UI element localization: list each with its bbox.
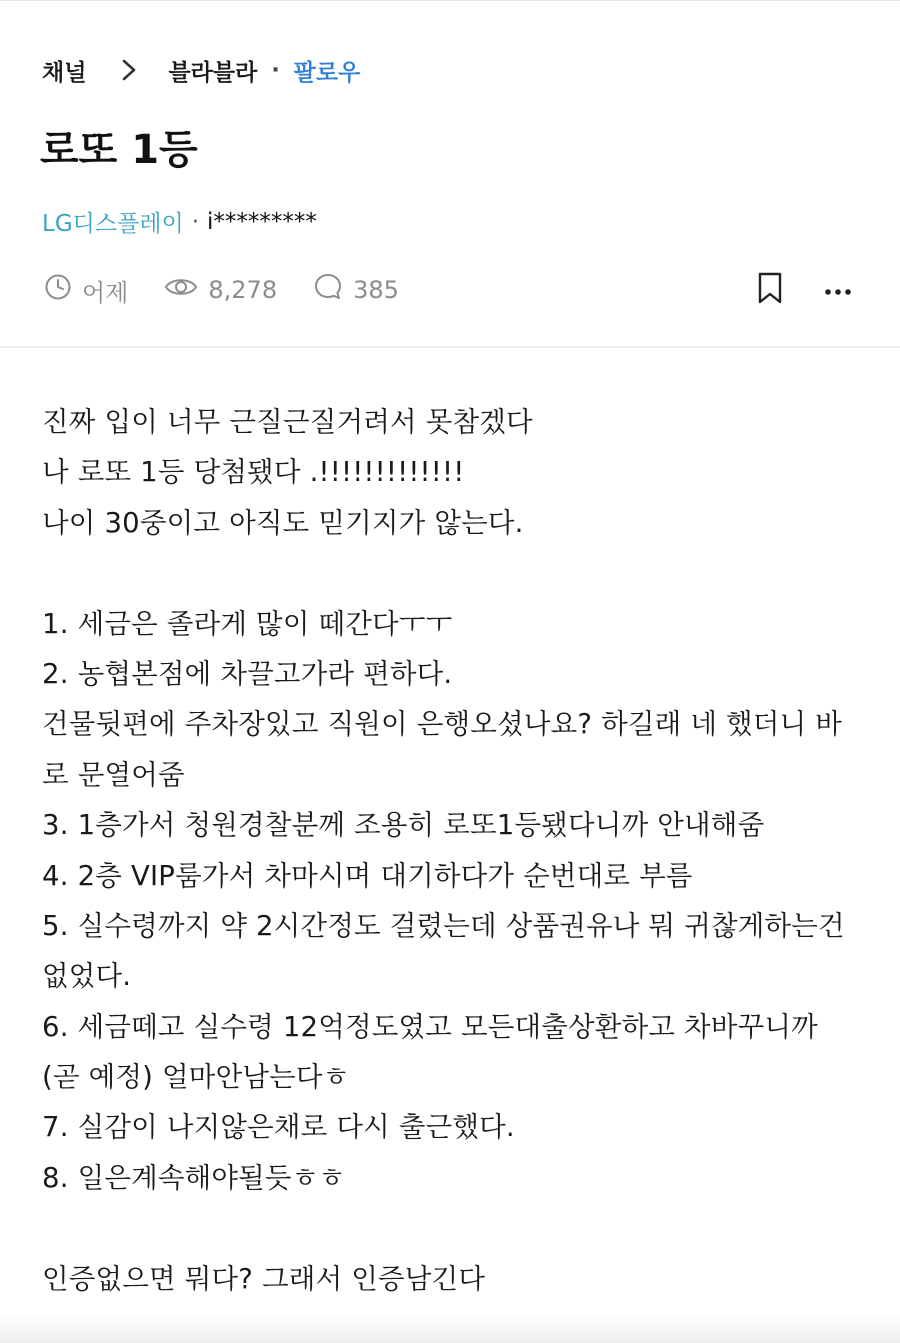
body-line: 8. 일은계속해야될듯ㅎㅎ: [42, 1161, 346, 1194]
post-actions: [756, 270, 852, 310]
comment-icon: [313, 272, 353, 308]
post-views-count: 8,278: [208, 276, 278, 304]
body-line: 나이 30중이고 아직도 믿기지가 않는다.: [42, 506, 524, 539]
body-line: 진짜 입이 너무 근질근질거려서 못참겠다: [42, 406, 533, 438]
post-time: [44, 273, 128, 308]
body-line: 로 문열어줌: [42, 758, 185, 791]
post-comments-count: 385: [353, 276, 399, 304]
follow-button[interactable]: 팔로우: [293, 59, 361, 86]
breadcrumb-root-link[interactable]: 채널: [42, 59, 87, 86]
author-name: i*********: [207, 208, 317, 235]
post-views: [164, 274, 277, 306]
body-line: 나 로또 1등 당첨됐다 .!!!!!!!!!!!!!: [42, 456, 465, 489]
breadcrumb-separator: ·: [271, 57, 280, 83]
clock-icon: [44, 273, 82, 307]
post-body: [42, 397, 862, 1304]
body-line: 없었다.: [42, 960, 132, 993]
post-title: 로또 1등: [40, 127, 198, 173]
post-time-label: 어제: [82, 278, 129, 307]
bottom-shade: [0, 1313, 900, 1343]
bookmark-icon[interactable]: [756, 271, 784, 309]
body-line: [42, 1203, 862, 1253]
body-line: 7. 실감이 나지않은채로 다시 출근했다.: [42, 1111, 515, 1144]
author-company-link[interactable]: LG디스플레이: [42, 211, 184, 237]
body-line: (곧 예정) 얼마안남는다ㅎ: [42, 1061, 350, 1094]
body-line: 4. 2층 VIP룸가서 차마시며 대기하다가 순번대로 부름: [42, 859, 693, 892]
post-meta: [44, 270, 435, 310]
body-line: 3. 1층가서 청원경찰분께 조용히 로또1등됐다니까 안내해줌: [42, 809, 765, 842]
body-line: 인증없으면 뭐다? 그래서 인증남긴다: [42, 1262, 486, 1295]
breadcrumb: [42, 52, 360, 88]
body-line: 2. 농협본점에 차끌고가라 편하다.: [42, 657, 453, 690]
breadcrumb-channel-link[interactable]: 블라블라: [168, 59, 258, 86]
body-line: 5. 실수령까지 약 2시간정도 걸렸는데 상품권유나 뭐 귀찮게하는건: [42, 909, 845, 942]
eye-icon: [164, 274, 208, 306]
header-divider: [0, 346, 900, 348]
body-line: 6. 세금떼고 실수령 12억정도였고 모든대출상환하고 차바꾸니까: [42, 1010, 818, 1043]
post-comments[interactable]: [313, 272, 399, 308]
chevron-right-icon: [112, 58, 146, 82]
post-author: [42, 205, 317, 238]
body-line: 1. 세금은 졸라게 많이 떼간다ㅜㅜ: [42, 607, 453, 640]
body-line: 건물뒷편에 주차장있고 직원이 은행오셨나요? 하길래 네 했더니 바: [42, 708, 843, 741]
body-line: [42, 548, 862, 598]
post-header: [0, 0, 900, 346]
more-icon[interactable]: [824, 281, 852, 300]
author-separator: ·: [191, 208, 200, 235]
